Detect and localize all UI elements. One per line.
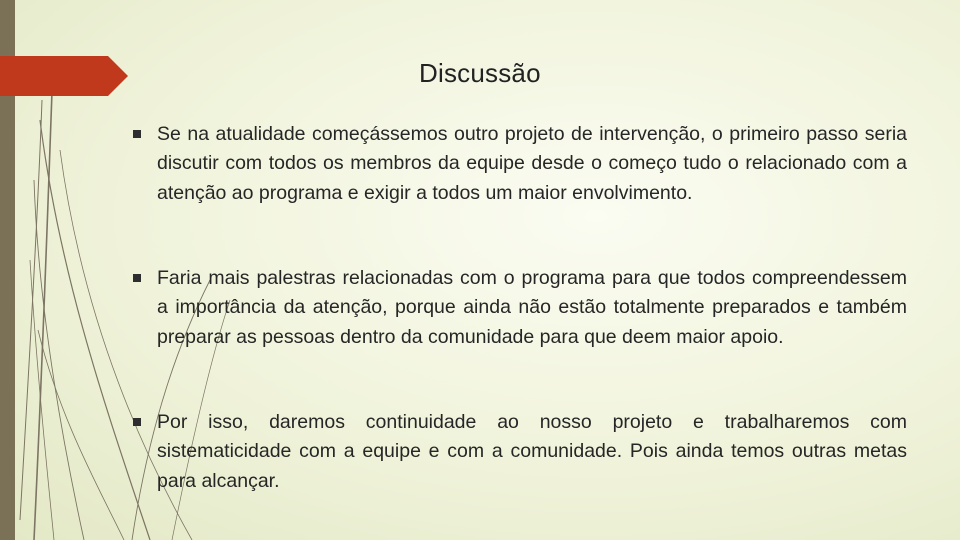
square-bullet-icon <box>133 418 141 426</box>
square-bullet-icon <box>133 130 141 138</box>
slide-title: Discussão <box>419 58 541 88</box>
square-bullet-icon <box>133 274 141 282</box>
bullet-text-2: Faria mais palestras relacionadas com o programa para que todos compreendessem a importância da atenção, porque ainda não estão totalmente preparados e também preparar as pessoas dentro da comunidade para que deem maior apoio. <box>157 267 907 348</box>
red-arrow-icon <box>0 56 130 96</box>
bullet-item-3 <box>157 408 907 496</box>
bullet-item-1 <box>157 120 907 208</box>
bullet-text-1: Se na atualidade começássemos outro projeto de intervenção, o primeiro passo seria discutir com todos os membros da equipe desde o começo tudo o relacionado com a atenção ao programa e exigir a todos um maior envolvimento. <box>157 123 907 204</box>
bullet-text-3: Por isso, daremos continuidade ao nosso projeto e trabalharemos com sistematicidade com a equipe e com a comunidade. Pois ainda temos outras metas para alcançar. <box>157 411 907 492</box>
bullet-item-2 <box>157 264 907 352</box>
